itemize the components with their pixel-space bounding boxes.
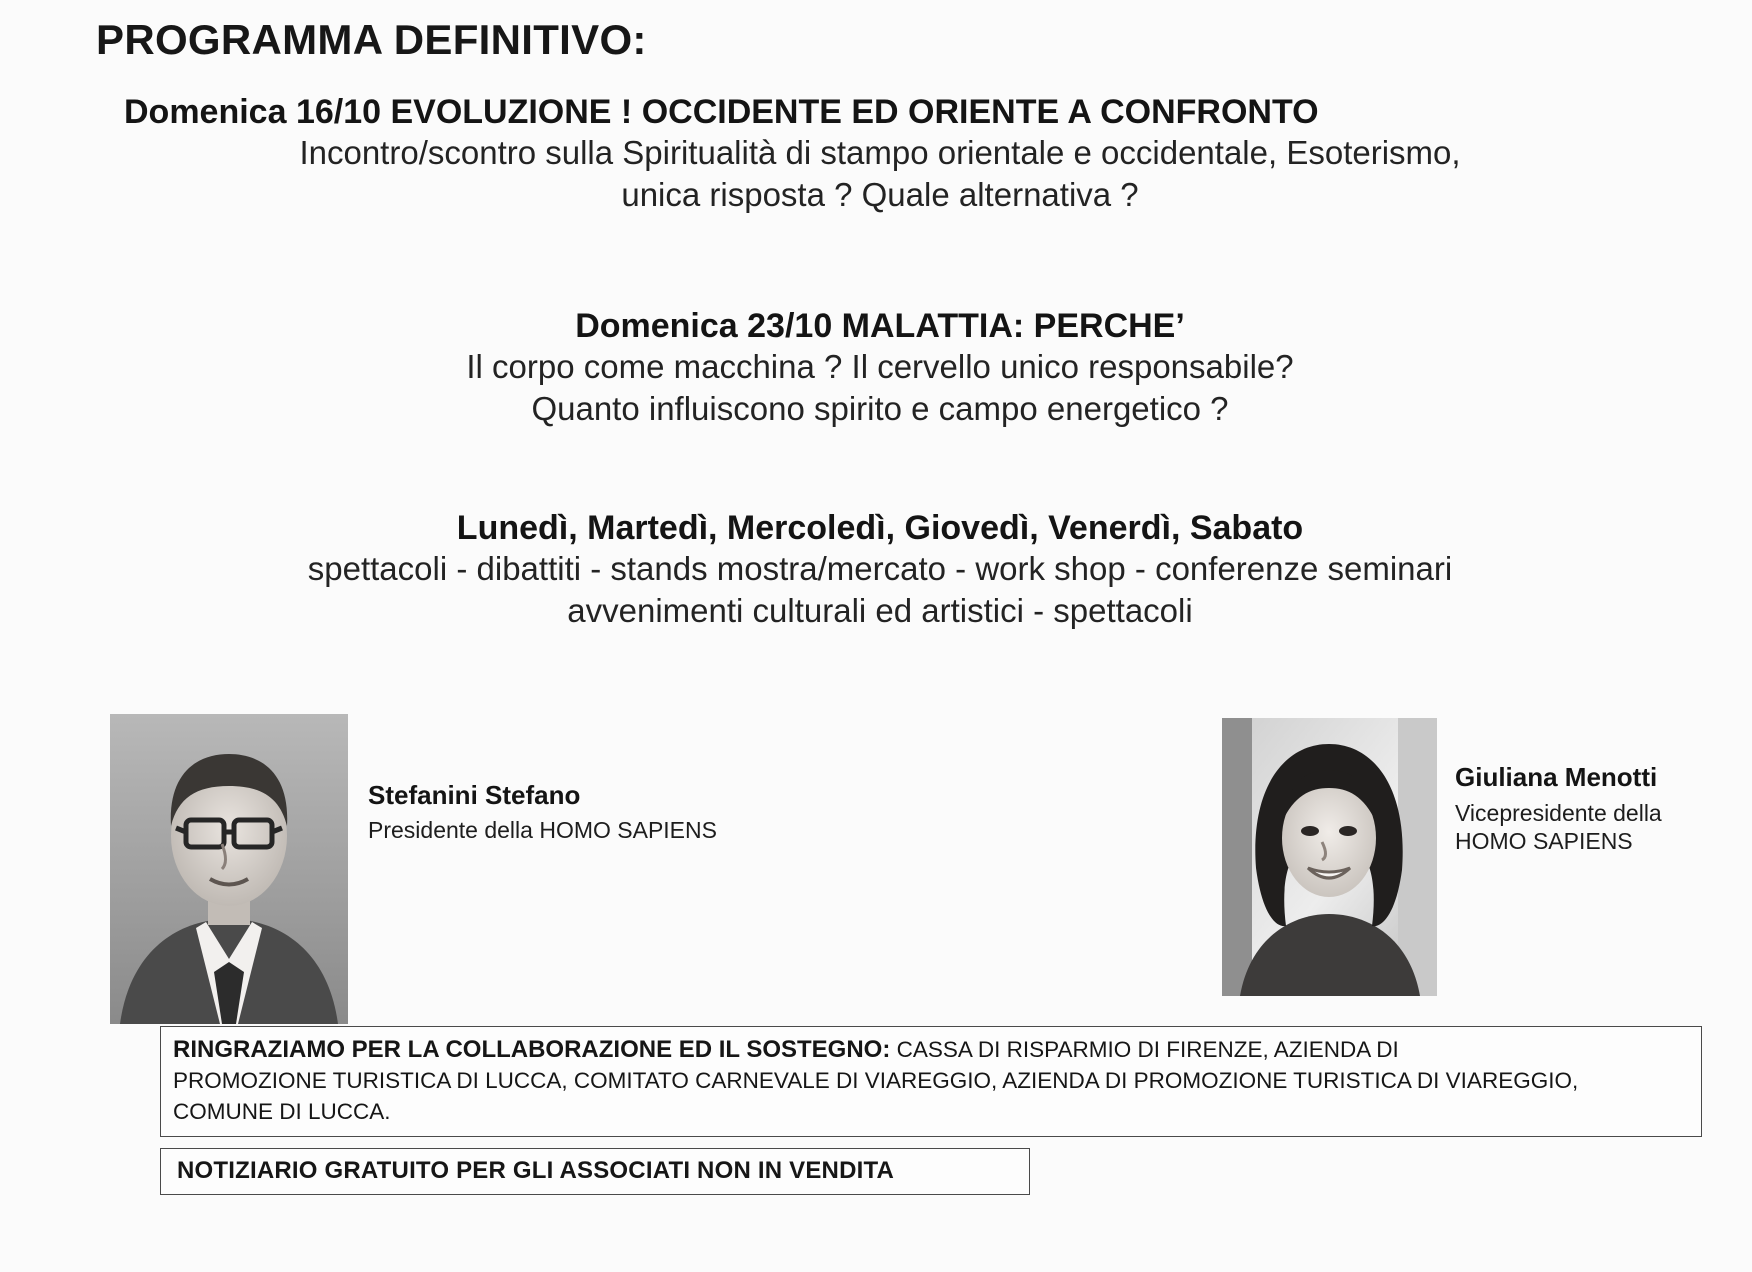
photo-stefanini-stefano bbox=[110, 714, 348, 1024]
event-1-line-1: Incontro/scontro sulla Spiritualità di stampo orientale e occidentale, Esoterismo, bbox=[299, 134, 1461, 172]
photo-giuliana-menotti bbox=[1222, 718, 1437, 996]
event-1-heading: Domenica 16/10 EVOLUZIONE ! OCCIDENTE ED ORIENTE A CONFRONTO bbox=[124, 93, 1319, 131]
acknowledgement-line-1 bbox=[173, 1034, 1691, 1066]
portrait-illustration-stefano bbox=[110, 714, 348, 1024]
acknowledgement-line-3: COMUNE DI LUCCA. bbox=[173, 1098, 391, 1124]
acknowledgement-line-2: PROMOZIONE TURISTICA DI LUCCA, COMITATO CARNEVALE DI VIAREGGIO, AZIENDA DI PROMOZIONE TURISTICA DI VIAREGGIO, bbox=[173, 1068, 1579, 1094]
event-block-3 bbox=[90, 508, 1670, 633]
event-3-line-2: avvenimenti culturali ed artistici - spettacoli bbox=[567, 592, 1193, 630]
event-2-heading: Domenica 23/10 MALATTIA: PERCHE’ bbox=[575, 307, 1185, 345]
portrait-illustration-giuliana bbox=[1222, 718, 1437, 996]
event-2-line-2: Quanto influiscono spirito e campo energetico ? bbox=[531, 390, 1229, 428]
event-3-heading: Lunedì, Martedì, Mercoledì, Giovedì, Venerdì, Sabato bbox=[456, 509, 1304, 547]
event-1-line-2: unica risposta ? Quale alternativa ? bbox=[621, 176, 1139, 214]
person-role-2-line-2: HOMO SAPIENS bbox=[1455, 828, 1633, 854]
person-role-2-line-1: Vicepresidente della bbox=[1455, 800, 1662, 826]
event-block-1 bbox=[90, 92, 1670, 217]
notice-box bbox=[160, 1148, 1030, 1195]
person-role-1: Presidente della HOMO SAPIENS bbox=[368, 817, 717, 843]
person-name-1: Stefanini Stefano bbox=[368, 780, 581, 810]
notice-text: NOTIZIARIO GRATUITO PER GLI ASSOCIATI NON IN VENDITA bbox=[177, 1157, 895, 1184]
person-name-2: Giuliana Menotti bbox=[1455, 762, 1658, 792]
event-block-2 bbox=[90, 306, 1670, 431]
acknowledgement-box bbox=[160, 1026, 1702, 1137]
acknowledgement-lead: RINGRAZIAMO PER LA COLLABORAZIONE ED IL SOSTEGNO: bbox=[173, 1036, 891, 1063]
page-title: PROGRAMMA DEFINITIVO: bbox=[96, 16, 647, 63]
acknowledgement-line-1-rest: CASSA DI RISPARMIO DI FIRENZE, AZIENDA DI bbox=[890, 1037, 1399, 1062]
event-2-line-1: Il corpo come macchina ? Il cervello unico responsabile? bbox=[466, 348, 1294, 386]
event-3-line-1: spettacoli - dibattiti - stands mostra/mercato - work shop - conferenze seminari bbox=[307, 550, 1453, 588]
